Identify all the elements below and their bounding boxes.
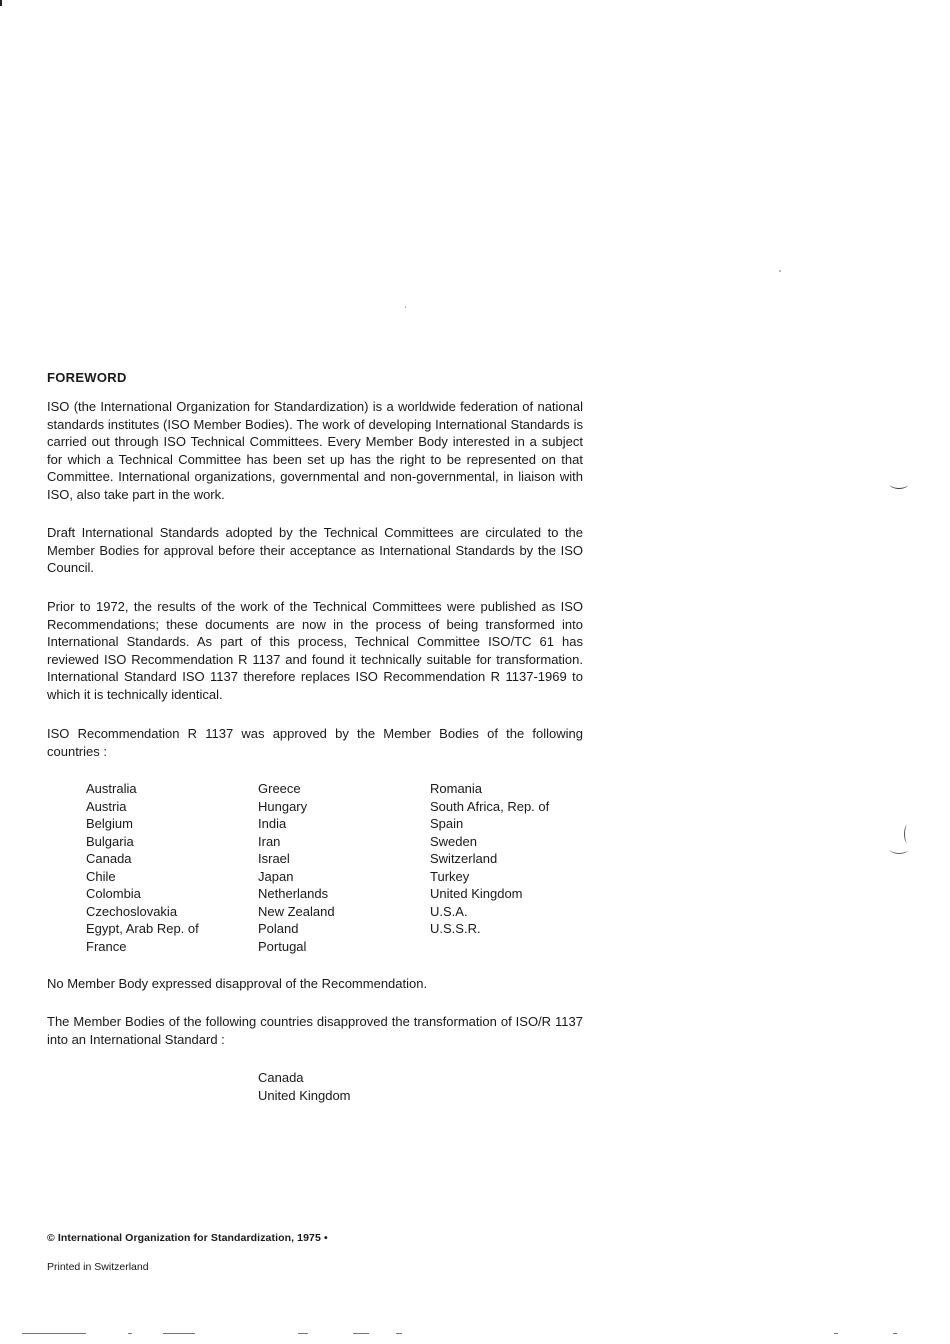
country-item: India bbox=[258, 816, 287, 831]
scan-mark bbox=[904, 825, 911, 843]
countries-column-2 bbox=[258, 780, 430, 955]
countries-column-3 bbox=[430, 780, 606, 955]
country-item: United Kingdom bbox=[258, 1087, 351, 1103]
country-item: Sweden bbox=[430, 833, 477, 849]
country-item: Japan bbox=[258, 868, 294, 884]
scan-mark bbox=[834, 1333, 838, 1334]
country-item: U.S.A. bbox=[430, 903, 468, 919]
scan-mark bbox=[163, 1333, 195, 1334]
scan-mark bbox=[890, 845, 908, 854]
country-item: Czechoslovakia bbox=[86, 903, 178, 919]
scan-mark bbox=[779, 270, 781, 272]
country-item: Canada bbox=[258, 1070, 304, 1085]
copyright-notice: © International Organization for Standardization, 1975 • bbox=[47, 1232, 328, 1244]
country-item: France bbox=[86, 938, 127, 954]
country-item: United Kingdom bbox=[430, 886, 523, 901]
no-disapproval-statement: No Member Body expressed disapproval of the Recommendation. bbox=[47, 976, 428, 991]
country-item: Israel bbox=[258, 851, 290, 866]
foreword-paragraph-3: Prior to 1972, the results of the work of the Technical Committees were published as ISO Recommendations; these documents are now in the process of being transformed into International Standards. As part of this process, Technical Committee ISO/TC 61 has reviewed ISO Recommendation R 1137 and found it technically suitable for transformation. International Standard ISO 1137 therefore replaces ISO Recommendation R 1137-1969 to which it is technically identical. bbox=[47, 599, 583, 702]
country-item: Netherlands bbox=[258, 886, 329, 901]
scan-mark bbox=[353, 1333, 369, 1334]
country-item: South Africa, Rep. of bbox=[430, 798, 550, 814]
scan-mark bbox=[893, 1333, 897, 1334]
foreword-heading: FOREWORD bbox=[47, 370, 127, 385]
country-item: Portugal bbox=[258, 938, 307, 954]
country-item: Colombia bbox=[86, 886, 141, 901]
country-item: Switzerland bbox=[430, 851, 498, 866]
scan-mark bbox=[298, 1333, 308, 1334]
country-item: U.S.S.R. bbox=[430, 921, 481, 936]
country-item: Canada bbox=[86, 851, 132, 866]
country-item: Spain bbox=[430, 816, 464, 831]
country-item: Austria bbox=[86, 798, 127, 814]
approval-intro: ISO Recommendation R 1137 was approved by the Member Bodies of the following countries : bbox=[47, 726, 583, 759]
country-item: New Zealand bbox=[258, 903, 335, 919]
scan-mark bbox=[22, 1333, 86, 1334]
country-item: Iran bbox=[258, 833, 281, 849]
scan-mark bbox=[128, 1333, 132, 1334]
foreword-paragraph-1: ISO (the International Organization for Standardization) is a worldwide federation of national standards institutes (ISO Member Bodies). The work of developing International Standards is carried out through ISO Technical Committees. Every Member Body interested in a subject for which a Technical Committee has been set up has the right to be represented on that Committee. International organizations, governmental and non-governmental, in liaison with ISO, also take part in the work. bbox=[47, 399, 583, 502]
country-item: Chile bbox=[86, 868, 116, 884]
scan-mark bbox=[396, 1333, 402, 1334]
country-item: Egypt, Arab Rep. of bbox=[86, 921, 199, 936]
scan-mark bbox=[890, 480, 908, 489]
printed-in-notice: Printed in Switzerland bbox=[47, 1261, 149, 1273]
disapproving-countries-list bbox=[258, 1069, 351, 1104]
countries-column-1 bbox=[86, 780, 258, 955]
country-item: Poland bbox=[258, 921, 299, 936]
foreword-paragraph-2: Draft International Standards adopted by the Technical Committees are circulated to the Member Bodies for approval before their acceptance as International Standards by the ISO Council. bbox=[47, 525, 583, 576]
disapproval-intro: The Member Bodies of the following countries disapproved the transformation of ISO/R 1137 into an International Standard : bbox=[47, 1014, 583, 1047]
country-item: Belgium bbox=[86, 816, 133, 831]
country-item: Romania bbox=[430, 781, 483, 796]
country-item: Australia bbox=[86, 781, 137, 796]
scan-mark bbox=[405, 306, 406, 308]
country-item: Greece bbox=[258, 781, 301, 796]
country-item: Bulgaria bbox=[86, 833, 134, 849]
approving-countries-list bbox=[86, 780, 606, 955]
country-item: Turkey bbox=[430, 868, 470, 884]
country-item: Hungary bbox=[258, 798, 308, 814]
scan-mark bbox=[0, 0, 2, 6]
